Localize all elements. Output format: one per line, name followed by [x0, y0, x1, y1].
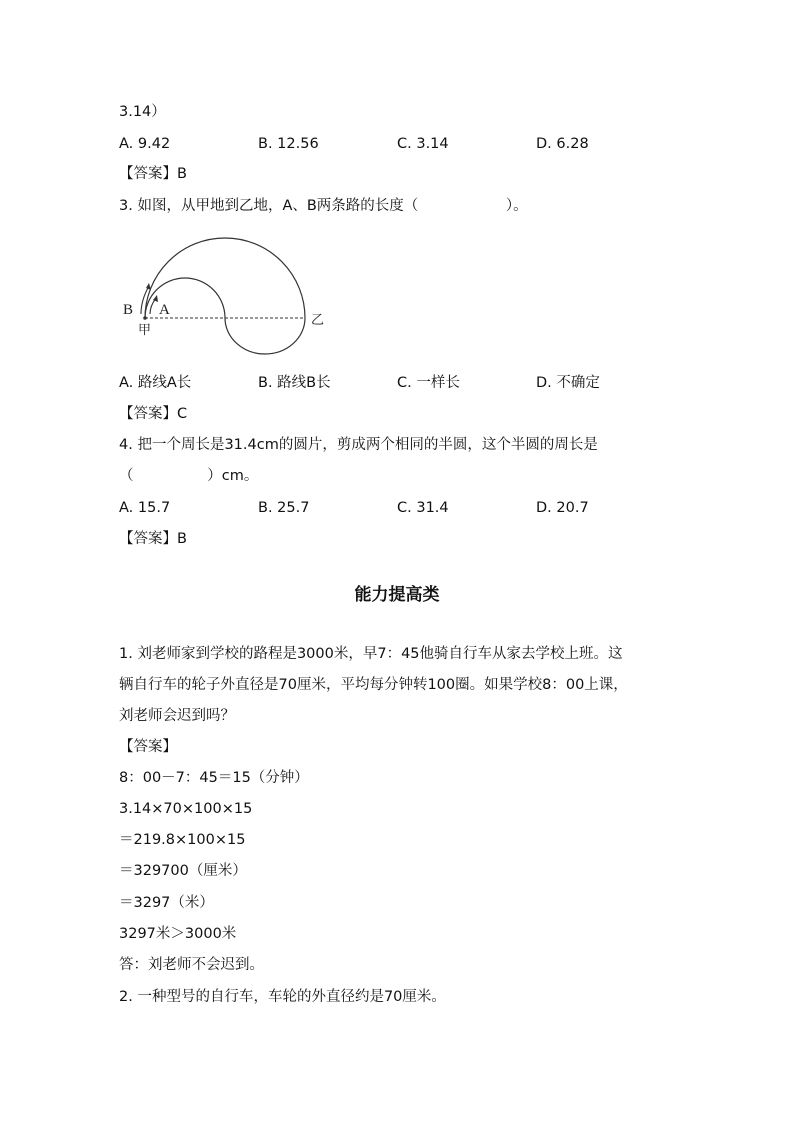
p2-line-1: 2. 一种型号的自行车，车轮的外直径约是70厘米。 — [119, 989, 446, 1005]
q4-stem-line2: （ ）cm。 — [119, 468, 259, 484]
q4-stem-line1: 4. 把一个周长是31.4cm的圆片，剪成两个相同的半圆，这个半圆的周长是 — [119, 437, 598, 453]
prev-question-tail: 3.14） — [119, 104, 166, 120]
q4-option-d: D. 20.7 — [536, 500, 589, 516]
p1-solution-3: ＝219.8×100×15 — [119, 832, 246, 848]
label-b: B — [123, 302, 134, 318]
q3-option-c: C. 一样长 — [397, 375, 460, 391]
label-end: 乙 — [311, 313, 325, 328]
p1-line-1: 1. 刘老师家到学校的路程是3000米，早7：45他骑自行车从家去学校上班。这 — [119, 646, 623, 662]
p1-solution-1: 8：00－7：45＝15（分钟） — [119, 770, 309, 786]
route-figure — [119, 228, 339, 358]
prev-option-d: D. 6.28 — [536, 136, 589, 152]
q3-option-d: D. 不确定 — [536, 375, 600, 391]
q4-option-b: B. 25.7 — [258, 500, 310, 516]
q3-stem: 3. 如图，从甲地到乙地，A、B两条路的长度（ ）。 — [119, 198, 528, 214]
p1-solution-5: ＝3297（米） — [119, 895, 214, 911]
p1-solution-4: ＝329700（厘米） — [119, 863, 247, 879]
p1-solution-2: 3.14×70×100×15 — [119, 801, 253, 817]
prev-option-a: A. 9.42 — [119, 136, 171, 152]
lower-arc — [225, 318, 305, 354]
start-dot — [143, 316, 147, 320]
route-b-arrow-head — [146, 283, 151, 290]
p1-line-2: 辆自行车的轮子外直径是70厘米，平均每分钟转100圈。如果学校8：00上课， — [119, 677, 628, 693]
prev-option-b: B. 12.56 — [258, 136, 319, 152]
prev-answer: 【答案】B — [119, 166, 187, 182]
p1-line-3: 刘老师会迟到吗？ — [119, 708, 235, 724]
label-a: A — [159, 302, 170, 318]
p1-solution-7: 答：刘老师不会迟到。 — [119, 957, 264, 973]
q3-option-b: B. 路线B长 — [258, 375, 331, 391]
p1-answer-label: 【答案】 — [119, 739, 177, 755]
q4-answer: 【答案】B — [119, 531, 187, 547]
q3-option-a: A. 路线A长 — [119, 375, 192, 391]
q3-answer: 【答案】C — [119, 406, 188, 422]
prev-option-c: C. 3.14 — [397, 136, 449, 152]
q4-option-a: A. 15.7 — [119, 500, 171, 516]
p1-solution-6: 3297米＞3000米 — [119, 926, 237, 942]
label-start: 甲 — [138, 323, 152, 338]
q4-option-c: C. 31.4 — [397, 500, 449, 516]
section-title: 能力提高类 — [354, 585, 440, 605]
